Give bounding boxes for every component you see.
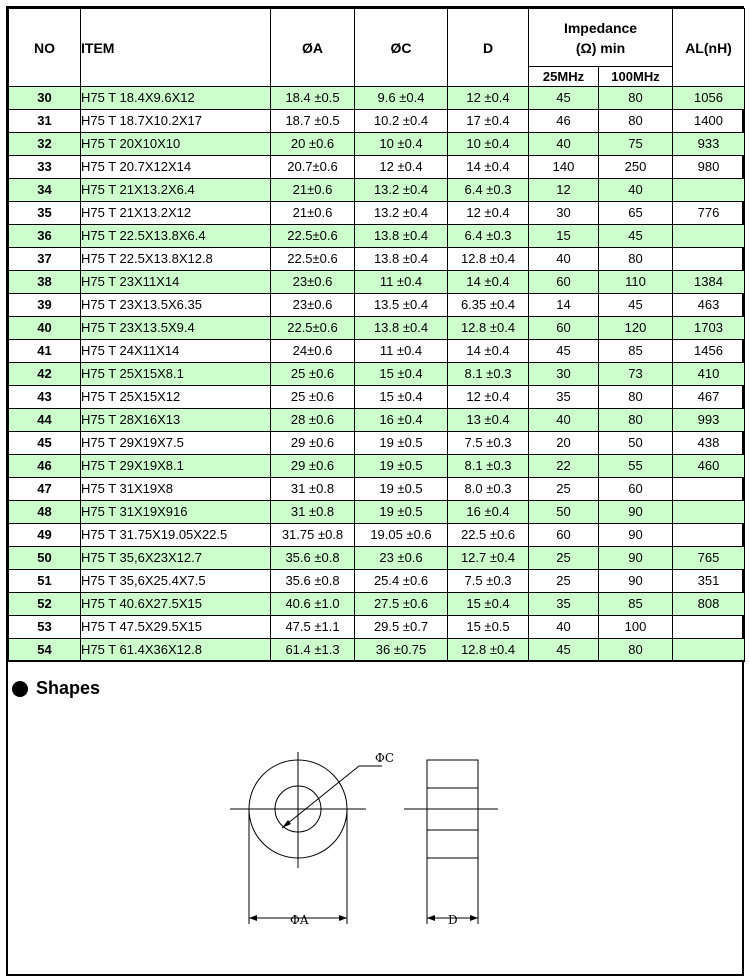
row-al: 1456 [673, 340, 745, 363]
row-al: 467 [673, 386, 745, 409]
row-oc: 12 ±0.4 [355, 156, 448, 179]
row-d: 14 ±0.4 [448, 271, 529, 294]
row-d: 10 ±0.4 [448, 133, 529, 156]
header-impedance-line1: Impedance [563, 19, 638, 36]
toroid-drawing [8, 662, 744, 978]
row-oa: 31.75 ±0.8 [271, 524, 355, 547]
row-item: H75 T 23X13.5X9.4 [81, 317, 271, 340]
row-oc: 29.5 ±0.7 [355, 616, 448, 639]
table-row [9, 363, 745, 386]
row-no: 46 [9, 455, 81, 478]
row-item: H75 T 21X13.2X6.4 [81, 179, 271, 202]
row-no: 43 [9, 386, 81, 409]
row-al: 933 [673, 133, 745, 156]
row-d: 13 ±0.4 [448, 409, 529, 432]
label-oa: ΦA [290, 913, 309, 927]
row-no: 31 [9, 110, 81, 133]
row-oa: 18.4 ±0.5 [271, 87, 355, 110]
row-impedance-25mhz: 14 [529, 294, 599, 317]
row-impedance-100mhz: 60 [599, 478, 673, 501]
toroid-side-view [404, 760, 498, 924]
row-al: 980 [673, 156, 745, 179]
oa-arrow-right [339, 915, 347, 921]
row-oa: 23±0.6 [271, 294, 355, 317]
row-impedance-25mhz: 140 [529, 156, 599, 179]
row-d: 16 ±0.4 [448, 501, 529, 524]
row-item: H75 T 23X13.5X6.35 [81, 294, 271, 317]
table-row [9, 616, 745, 639]
row-impedance-25mhz: 30 [529, 202, 599, 225]
row-impedance-100mhz: 85 [599, 593, 673, 616]
table-row [9, 570, 745, 593]
row-d: 12.8 ±0.4 [448, 248, 529, 271]
row-impedance-100mhz: 80 [599, 110, 673, 133]
row-impedance-25mhz: 45 [529, 340, 599, 363]
row-item: H75 T 23X11X14 [81, 271, 271, 294]
row-al [673, 179, 745, 202]
row-al: 410 [673, 363, 745, 386]
row-impedance-25mhz: 20 [529, 432, 599, 455]
table-row [9, 593, 745, 616]
row-oa: 31 ±0.8 [271, 478, 355, 501]
row-item: H75 T 28X16X13 [81, 409, 271, 432]
row-d: 7.5 ±0.3 [448, 570, 529, 593]
row-oc: 19 ±0.5 [355, 501, 448, 524]
row-no: 45 [9, 432, 81, 455]
row-impedance-100mhz: 80 [599, 409, 673, 432]
row-item: H75 T 29X19X7.5 [81, 432, 271, 455]
row-oa: 20 ±0.6 [271, 133, 355, 156]
table-row [9, 248, 745, 271]
row-item: H75 T 24X11X14 [81, 340, 271, 363]
row-no: 36 [9, 225, 81, 248]
row-oc: 25.4 ±0.6 [355, 570, 448, 593]
row-d: 17 ±0.4 [448, 110, 529, 133]
row-oc: 36 ±0.75 [355, 639, 448, 662]
row-no: 35 [9, 202, 81, 225]
table-row [9, 455, 745, 478]
row-d: 6.4 ±0.3 [448, 179, 529, 202]
row-no: 51 [9, 570, 81, 593]
row-al: 808 [673, 593, 745, 616]
row-item: H75 T 20X10X10 [81, 133, 271, 156]
shapes-section [8, 660, 744, 978]
table-row [9, 156, 745, 179]
row-item: H75 T 29X19X8.1 [81, 455, 271, 478]
row-al: 1384 [673, 271, 745, 294]
row-impedance-100mhz: 45 [599, 225, 673, 248]
row-oa: 31 ±0.8 [271, 501, 355, 524]
row-d: 8.1 ±0.3 [448, 455, 529, 478]
row-item: H75 T 61.4X36X12.8 [81, 639, 271, 662]
row-impedance-25mhz: 40 [529, 248, 599, 271]
row-impedance-100mhz: 110 [599, 271, 673, 294]
row-oa: 23±0.6 [271, 271, 355, 294]
header-al: AL(nH) [673, 9, 745, 87]
row-impedance-25mhz: 15 [529, 225, 599, 248]
row-item: H75 T 18.7X10.2X17 [81, 110, 271, 133]
label-d: D [448, 913, 458, 927]
row-oc: 13.8 ±0.4 [355, 225, 448, 248]
header-no: NO [9, 9, 81, 87]
dimension-arrows [249, 820, 478, 921]
table-row [9, 202, 745, 225]
row-al: 1056 [673, 87, 745, 110]
ferrite-spec-table [8, 8, 745, 662]
table-row [9, 524, 745, 547]
row-impedance-25mhz: 45 [529, 639, 599, 662]
row-oa: 18.7 ±0.5 [271, 110, 355, 133]
row-oa: 22.5±0.6 [271, 225, 355, 248]
row-al: 438 [673, 432, 745, 455]
table-row [9, 639, 745, 662]
row-oc: 19 ±0.5 [355, 432, 448, 455]
row-item: H75 T 31.75X19.05X22.5 [81, 524, 271, 547]
table-row [9, 547, 745, 570]
spec-sheet [6, 6, 744, 976]
row-impedance-25mhz: 60 [529, 524, 599, 547]
row-item: H75 T 22.5X13.8X12.8 [81, 248, 271, 271]
row-d: 6.4 ±0.3 [448, 225, 529, 248]
row-impedance-25mhz: 60 [529, 271, 599, 294]
row-d: 14 ±0.4 [448, 340, 529, 363]
table-row [9, 225, 745, 248]
row-d: 12 ±0.4 [448, 87, 529, 110]
table-row [9, 432, 745, 455]
row-item: H75 T 25X15X8.1 [81, 363, 271, 386]
row-impedance-25mhz: 60 [529, 317, 599, 340]
row-item: H75 T 31X19X8 [81, 478, 271, 501]
row-impedance-100mhz: 85 [599, 340, 673, 363]
row-oc: 11 ±0.4 [355, 271, 448, 294]
row-d: 14 ±0.4 [448, 156, 529, 179]
table-row [9, 317, 745, 340]
header-item: ITEM [81, 9, 271, 87]
row-no: 41 [9, 340, 81, 363]
header-100mhz: 100MHz [599, 67, 673, 87]
row-oa: 25 ±0.6 [271, 386, 355, 409]
row-no: 44 [9, 409, 81, 432]
row-oc: 15 ±0.4 [355, 386, 448, 409]
row-oa: 20.7±0.6 [271, 156, 355, 179]
row-al [673, 225, 745, 248]
row-impedance-100mhz: 90 [599, 524, 673, 547]
table-row [9, 271, 745, 294]
row-oa: 21±0.6 [271, 202, 355, 225]
row-item: H75 T 35,6X23X12.7 [81, 547, 271, 570]
row-oc: 13.8 ±0.4 [355, 248, 448, 271]
header-oa: ØA [271, 9, 355, 87]
row-oc: 13.5 ±0.4 [355, 294, 448, 317]
row-no: 48 [9, 501, 81, 524]
row-oc: 23 ±0.6 [355, 547, 448, 570]
table-row [9, 478, 745, 501]
row-item: H75 T 47.5X29.5X15 [81, 616, 271, 639]
row-impedance-25mhz: 45 [529, 87, 599, 110]
row-oa: 21±0.6 [271, 179, 355, 202]
row-impedance-100mhz: 73 [599, 363, 673, 386]
shapes-title: Shapes [36, 678, 101, 698]
row-impedance-100mhz: 55 [599, 455, 673, 478]
row-no: 50 [9, 547, 81, 570]
row-impedance-100mhz: 250 [599, 156, 673, 179]
table-row [9, 110, 745, 133]
header-25mhz: 25MHz [529, 67, 599, 87]
row-impedance-25mhz: 22 [529, 455, 599, 478]
row-oc: 10.2 ±0.4 [355, 110, 448, 133]
table-row [9, 340, 745, 363]
row-oc: 19.05 ±0.6 [355, 524, 448, 547]
label-oc: ΦC [375, 751, 395, 765]
row-impedance-100mhz: 80 [599, 639, 673, 662]
row-oc: 27.5 ±0.6 [355, 593, 448, 616]
row-oa: 28 ±0.6 [271, 409, 355, 432]
row-oc: 13.8 ±0.4 [355, 317, 448, 340]
row-d: 12.8 ±0.4 [448, 317, 529, 340]
toroid-front-view [230, 752, 382, 924]
row-impedance-25mhz: 35 [529, 386, 599, 409]
row-oa: 35.6 ±0.8 [271, 570, 355, 593]
row-d: 12.8 ±0.4 [448, 639, 529, 662]
row-al: 460 [673, 455, 745, 478]
row-al: 993 [673, 409, 745, 432]
row-oc: 16 ±0.4 [355, 409, 448, 432]
row-oa: 35.6 ±0.8 [271, 547, 355, 570]
row-oa: 40.6 ±1.0 [271, 593, 355, 616]
row-no: 37 [9, 248, 81, 271]
row-impedance-100mhz: 90 [599, 501, 673, 524]
table-row [9, 501, 745, 524]
row-no: 30 [9, 87, 81, 110]
row-oc: 11 ±0.4 [355, 340, 448, 363]
row-al: 765 [673, 547, 745, 570]
row-no: 53 [9, 616, 81, 639]
row-impedance-100mhz: 100 [599, 616, 673, 639]
row-al: 1400 [673, 110, 745, 133]
header-impedance [529, 9, 673, 67]
row-no: 52 [9, 593, 81, 616]
row-impedance-25mhz: 25 [529, 570, 599, 593]
row-al [673, 616, 745, 639]
row-item: H75 T 21X13.2X12 [81, 202, 271, 225]
row-oc: 9.6 ±0.4 [355, 87, 448, 110]
row-no: 40 [9, 317, 81, 340]
table-row [9, 133, 745, 156]
row-oa: 29 ±0.6 [271, 432, 355, 455]
row-item: H75 T 40.6X27.5X15 [81, 593, 271, 616]
row-item: H75 T 22.5X13.8X6.4 [81, 225, 271, 248]
row-al [673, 501, 745, 524]
table-row [9, 294, 745, 317]
row-impedance-100mhz: 80 [599, 386, 673, 409]
row-al [673, 524, 745, 547]
row-oc: 13.2 ±0.4 [355, 202, 448, 225]
row-impedance-100mhz: 75 [599, 133, 673, 156]
row-oc: 15 ±0.4 [355, 363, 448, 386]
row-oc: 13.2 ±0.4 [355, 179, 448, 202]
row-al: 463 [673, 294, 745, 317]
table-row [9, 409, 745, 432]
row-d: 8.0 ±0.3 [448, 478, 529, 501]
row-no: 38 [9, 271, 81, 294]
row-impedance-100mhz: 40 [599, 179, 673, 202]
row-impedance-25mhz: 35 [529, 593, 599, 616]
row-al: 1703 [673, 317, 745, 340]
row-oc: 19 ±0.5 [355, 455, 448, 478]
table-row [9, 87, 745, 110]
row-d: 8.1 ±0.3 [448, 363, 529, 386]
row-al: 351 [673, 570, 745, 593]
table-row [9, 179, 745, 202]
row-impedance-25mhz: 25 [529, 547, 599, 570]
row-d: 15 ±0.5 [448, 616, 529, 639]
row-impedance-100mhz: 65 [599, 202, 673, 225]
row-al [673, 639, 745, 662]
row-item: H75 T 18.4X9.6X12 [81, 87, 271, 110]
row-oa: 24±0.6 [271, 340, 355, 363]
row-d: 12 ±0.4 [448, 202, 529, 225]
row-oa: 47.5 ±1.1 [271, 616, 355, 639]
header-oc: ØC [355, 9, 448, 87]
row-oa: 29 ±0.6 [271, 455, 355, 478]
row-d: 7.5 ±0.3 [448, 432, 529, 455]
row-impedance-25mhz: 40 [529, 133, 599, 156]
row-d: 15 ±0.4 [448, 593, 529, 616]
table-row [9, 386, 745, 409]
row-impedance-100mhz: 80 [599, 248, 673, 271]
row-oa: 61.4 ±1.3 [271, 639, 355, 662]
row-no: 42 [9, 363, 81, 386]
oa-arrow-left [249, 915, 257, 921]
row-d: 12 ±0.4 [448, 386, 529, 409]
row-oa: 22.5±0.6 [271, 248, 355, 271]
row-no: 54 [9, 639, 81, 662]
row-impedance-25mhz: 40 [529, 409, 599, 432]
row-no: 32 [9, 133, 81, 156]
row-impedance-25mhz: 50 [529, 501, 599, 524]
row-item: H75 T 31X19X916 [81, 501, 271, 524]
header-impedance-line2: (Ω) min [575, 39, 626, 56]
row-impedance-100mhz: 90 [599, 570, 673, 593]
row-item: H75 T 25X15X12 [81, 386, 271, 409]
row-impedance-100mhz: 50 [599, 432, 673, 455]
row-oa: 22.5±0.6 [271, 317, 355, 340]
row-no: 39 [9, 294, 81, 317]
row-oc: 19 ±0.5 [355, 478, 448, 501]
row-item: H75 T 20.7X12X14 [81, 156, 271, 179]
row-impedance-25mhz: 25 [529, 478, 599, 501]
row-no: 34 [9, 179, 81, 202]
row-oc: 10 ±0.4 [355, 133, 448, 156]
row-al [673, 478, 745, 501]
row-al [673, 248, 745, 271]
row-impedance-100mhz: 90 [599, 547, 673, 570]
row-d: 22.5 ±0.6 [448, 524, 529, 547]
row-impedance-100mhz: 80 [599, 87, 673, 110]
row-impedance-25mhz: 40 [529, 616, 599, 639]
row-impedance-100mhz: 120 [599, 317, 673, 340]
row-impedance-100mhz: 45 [599, 294, 673, 317]
row-impedance-25mhz: 12 [529, 179, 599, 202]
header-d: D [448, 9, 529, 87]
row-no: 49 [9, 524, 81, 547]
row-d: 12.7 ±0.4 [448, 547, 529, 570]
row-no: 33 [9, 156, 81, 179]
row-al: 776 [673, 202, 745, 225]
row-impedance-25mhz: 46 [529, 110, 599, 133]
row-oa: 25 ±0.6 [271, 363, 355, 386]
row-d: 6.35 ±0.4 [448, 294, 529, 317]
row-impedance-25mhz: 30 [529, 363, 599, 386]
row-item: H75 T 35,6X25.4X7.5 [81, 570, 271, 593]
row-no: 47 [9, 478, 81, 501]
